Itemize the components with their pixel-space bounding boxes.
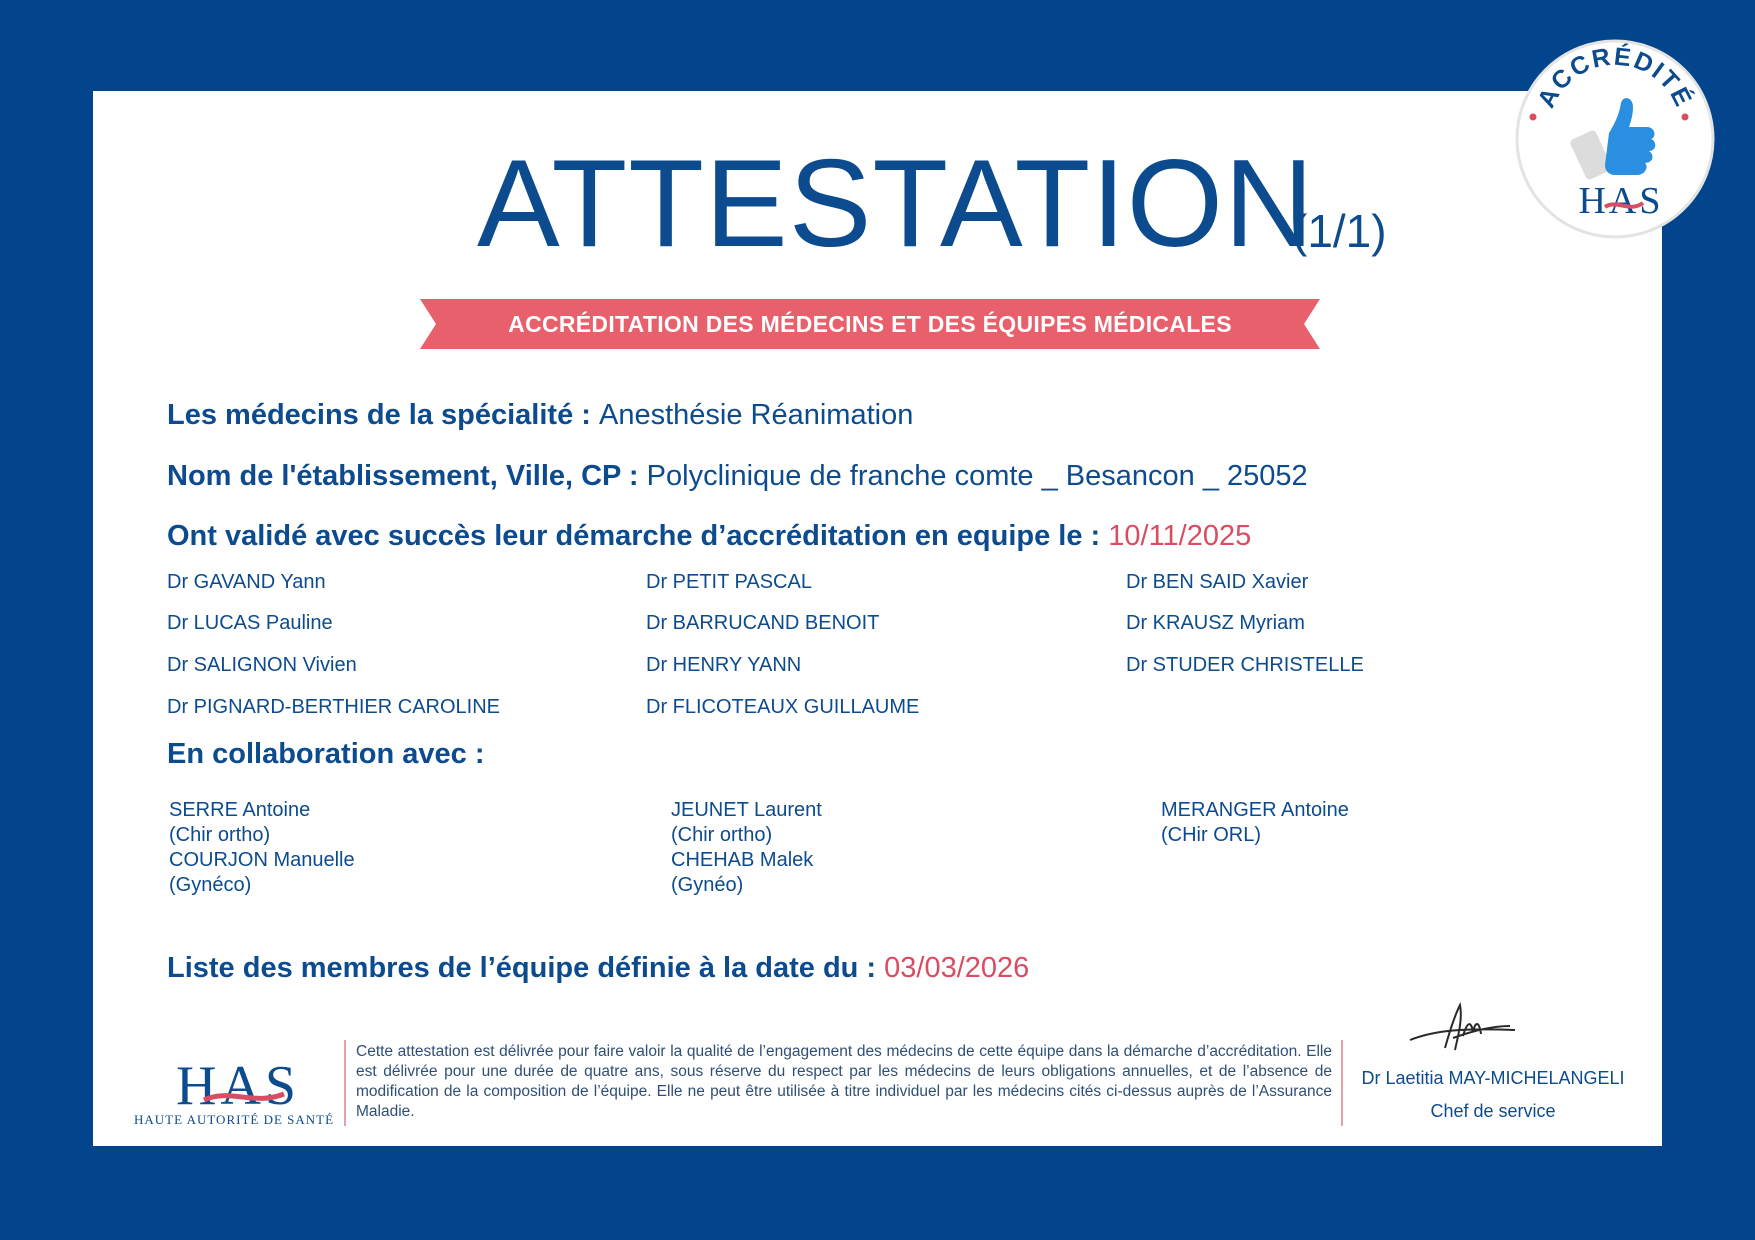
etablissement-value: Polyclinique de franche comte _ Besancon _ 25052 [646,460,1308,492]
doctor-name: Dr HENRY YANN [646,654,802,676]
specialite-label: Les médecins de la spécialité : [167,399,599,431]
liste-label: Liste des membres de l’équipe définie à la date du : [167,952,885,984]
collaboration-label: En collaboration avec : [167,738,485,770]
collaborator-role: (Chir ortho) [169,824,271,846]
doctor-name: Dr GAVAND Yann [167,571,326,593]
collaborator-name: CHEHAB Malek [671,849,814,871]
collaborator-name: MERANGER Antoine [1161,799,1349,821]
accredited-badge [1513,33,1717,245]
page-count: (1/1) [1292,205,1387,257]
doctor-name: Dr PIGNARD-BERTHIER CAROLINE [167,696,501,718]
liste-date: 03/03/2026 [884,952,1030,984]
signatory-role: Chef de service [1430,1101,1556,1121]
doctor-name: Dr LUCAS Pauline [167,612,333,634]
validation-line [167,520,1251,553]
ribbon-label: ACCRÉDITATION DES MÉDECINS ET DES ÉQUIPES MÉDICALES [508,310,1232,337]
attestation-title: ATTESTATION [477,135,1315,273]
collaboration-heading [167,738,484,771]
collaborator-role: (Chir ortho) [671,824,773,846]
doctor-name: Dr STUDER CHRISTELLE [1126,654,1364,676]
doctor-name: Dr BARRUCAND BENOIT [646,612,880,634]
etablissement-label: Nom de l'établissement, Ville, CP : [167,460,647,492]
validation-date: 10/11/2025 [1108,520,1252,552]
validation-label: Ont validé avec succès leur démarche d’accréditation en equipe le : [167,520,1109,552]
etablissement-line [167,460,1308,493]
signatory-name: Dr Laetitia MAY-MICHELANGELI [1361,1068,1625,1088]
divider [1341,1040,1343,1126]
collaborator-name: SERRE Antoine [169,799,311,821]
doctor-name: Dr KRAUSZ Myriam [1126,612,1305,634]
legal-notice: Cette attestation est délivrée pour faire valoir la qualité de l’engagement des médecins de cette équipe dans la démarche d’accréditation. Elle est délivrée pour une durée de quatre ans, sous réserve du respect par les médecins de leurs obligations annuelles, et de l’absence de modification de la composition de l’équipe. Elle ne peut être utilisée à titre individuel par les médecins cités ci-dessus auprès de l’Assurance Maladie. [356,1043,1332,1120]
doctor-name: Dr PETIT PASCAL [646,571,812,593]
collaborator-group [671,798,822,898]
badge-text: ACCRÉDITÉ [1532,42,1698,113]
collaborator-role: (CHir ORL) [1161,824,1261,846]
liste-line [167,952,1029,985]
has-caption: HAUTE AUTORITÉ DE SANTÉ [134,1112,335,1127]
has-logo-text: HAS [176,1055,301,1117]
divider [344,1040,346,1126]
collaborator-group [1161,798,1349,848]
specialite-value: Anesthésie Réanimation [598,399,914,431]
doctor-name: Dr BEN SAID Xavier [1126,571,1309,593]
collaborator-role: (Gynéco) [169,874,252,896]
collaborator-name: COURJON Manuelle [169,849,355,871]
signature-image [1405,1000,1525,1060]
collaborator-role: (Gynéo) [671,874,744,896]
collaborator-name: JEUNET Laurent [671,799,822,821]
specialite-line [167,399,913,432]
doctor-name: Dr FLICOTEAUX GUILLAUME [646,696,920,718]
doctor-name: Dr SALIGNON Vivien [167,654,357,676]
badge-logo: HAS [1578,180,1664,222]
collaborator-group [169,798,355,898]
